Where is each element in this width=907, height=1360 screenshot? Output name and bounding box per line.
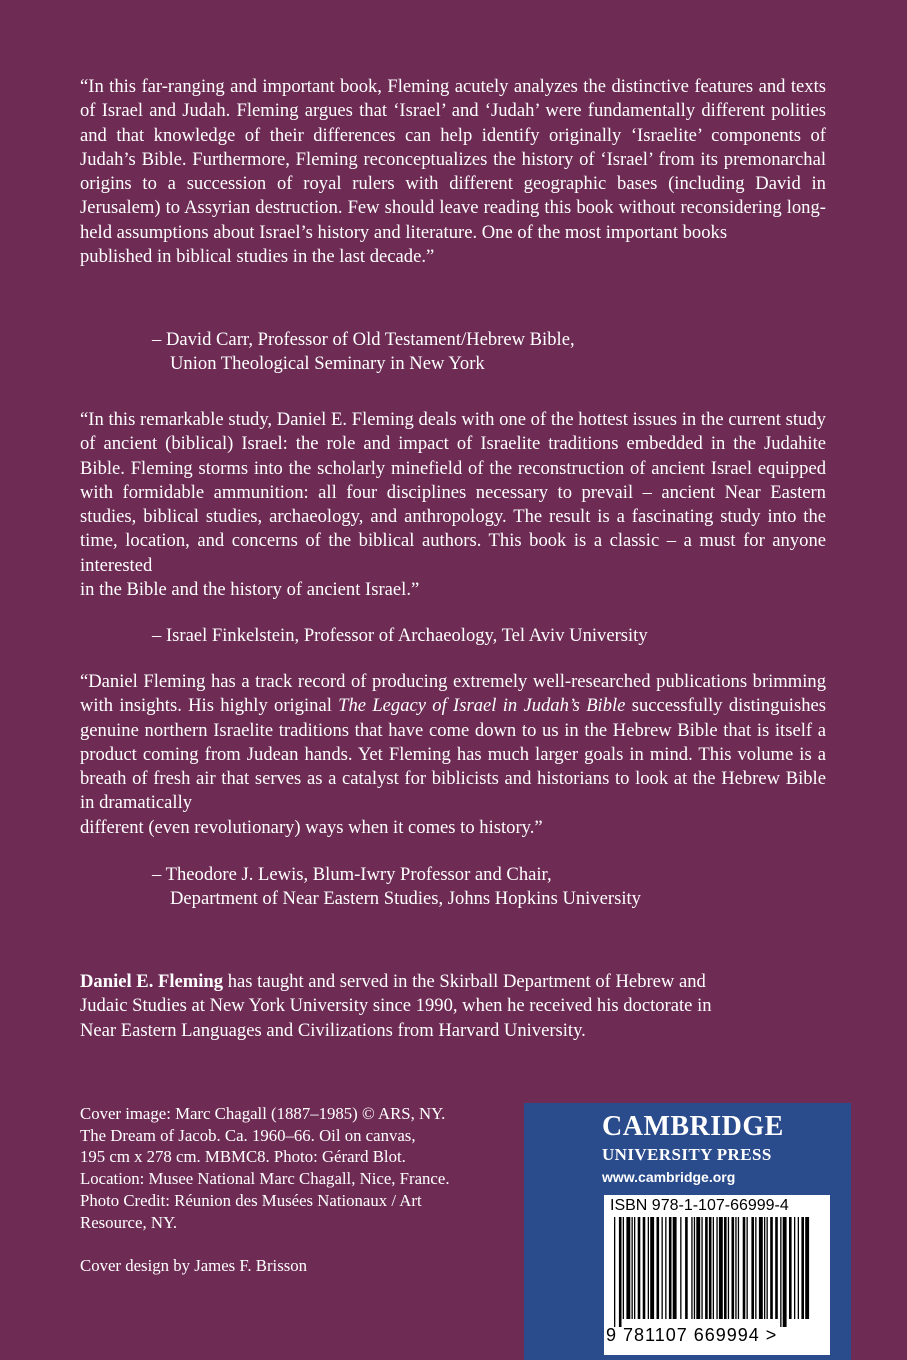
barcode-bar (755, 1217, 756, 1319)
quote-carr (80, 75, 826, 269)
barcode-bar (789, 1217, 792, 1319)
barcode-bar (650, 1217, 654, 1319)
barcode-bar (643, 1217, 646, 1319)
barcode-bar (770, 1217, 773, 1319)
barcode-bar (764, 1217, 765, 1319)
quote-line: features and texts of Israel and Judah. Fleming argues that ‘Israel’ and ‘Judah’ were (80, 76, 826, 122)
publisher-name: CAMBRIDGE (602, 1111, 784, 1142)
barcode-bar (665, 1217, 666, 1319)
quote-line: Fleming has much larger goals in mind. This volume is a breath of fresh air that serves (80, 743, 826, 790)
quote-line: and concerns of the biblical authors. This book is a classic – a must for anyone interested (80, 530, 826, 576)
bio-line: Near Eastern Languages and Civilizations from Harvard University. (80, 1019, 586, 1041)
bio-line (80, 971, 706, 992)
barcode-bar (783, 1217, 787, 1327)
quote-line: to us in the Hebrew Bible that is itself a product coming from Judean hands. Yet (80, 719, 826, 765)
barcode-bar (662, 1217, 663, 1319)
barcode-bar (759, 1217, 763, 1319)
barcode-bar (696, 1217, 700, 1319)
quote-line: reconceptualizes the history of ‘Israel’ from its premonarchal origins to a succession of (80, 148, 826, 195)
cover-design-credit: Cover design by James F. Brisson (80, 1256, 308, 1275)
barcode-bar (657, 1217, 660, 1319)
barcode-bar (780, 1217, 781, 1327)
publisher-press: UNIVERSITY PRESS (602, 1145, 772, 1164)
quote-text: brimming with insights. His highly original (80, 671, 826, 717)
barcode-bar (724, 1217, 727, 1319)
quote-line: the reconstruction of ancient Israel equipped with formidable ammunition: all (80, 457, 826, 503)
barcode-bar (767, 1217, 768, 1319)
publisher-url: www.cambridge.org (602, 1169, 736, 1185)
credit-line: The Dream of Jacob. Ca. 1960–66. Oil on canvas, (80, 1125, 416, 1145)
attribution-line: Department of Near Eastern Studies, Johns Hopkins University (170, 888, 641, 910)
attribution-line: – David Carr, Professor of Old Testament/Hebrew Bible, (152, 329, 575, 350)
barcode-bar (648, 1217, 649, 1319)
barcode-bar (691, 1217, 692, 1319)
quote-line: different (even revolutionary) ways when it comes to history.” (80, 816, 543, 838)
author-bio (80, 970, 826, 1043)
quote-line: “In this far-ranging and important book, Fleming acutely analyzes the distinctive (80, 76, 689, 97)
quote-line: fundamentally different polities and that knowledge of their differences can help (80, 100, 826, 146)
quote-line: assumptions about Israel’s history and literature. One of the most important books (116, 221, 728, 243)
barcode-bar (716, 1217, 717, 1319)
quote-line: published in biblical studies in the last decade.” (80, 246, 435, 268)
barcode-bar (747, 1217, 748, 1319)
attribution-line: Union Theological Seminary in New York (170, 353, 485, 375)
credit-line: Location: Musee National Marc Chagall, Nice, France. (80, 1169, 450, 1189)
barcode-bar (701, 1217, 702, 1319)
barcode-bar (805, 1217, 809, 1319)
quote-line: “Daniel Fleming has a track record of producing extremely well-researched publications (80, 671, 748, 692)
barcode-bars (610, 1217, 820, 1327)
credit-line: Cover image: Marc Chagall (1887–1985) © ARS, NY. (80, 1104, 446, 1123)
bio-line: Judaic Studies at New York University since 1990, when he received his doctorate in (80, 995, 712, 1017)
barcode-bar (673, 1217, 677, 1319)
quote-line: identify originally ‘Israelite’ components of Judah’s Bible. Furthermore, Fleming (80, 124, 826, 170)
barcode-bar (623, 1217, 624, 1319)
isbn-text: ISBN 978-1-107-66999-4 (610, 1197, 789, 1214)
barcode-bar (685, 1217, 688, 1319)
quote-lewis (80, 670, 826, 840)
cover-credit (80, 1103, 520, 1233)
barcode-bar (713, 1217, 714, 1319)
attribution-lewis (152, 863, 852, 912)
bio-text: has taught and served in the Skirball Department of Hebrew and (223, 971, 706, 992)
barcode-bar (709, 1217, 712, 1319)
barcode-bar (638, 1217, 641, 1319)
quote-line: four disciplines necessary to prevail – ancient Near Eastern studies, biblical studies, (80, 481, 826, 528)
quote-line: royal rulers with different geographic bases (including David in Jerusalem) to Assyrian (80, 173, 826, 219)
barcode-bar (614, 1217, 615, 1327)
barcode-bar (619, 1217, 622, 1327)
attribution-carr (152, 328, 852, 377)
barcode-digits: 9 781107 669994 > (606, 1325, 778, 1345)
barcode-bar (751, 1217, 754, 1319)
quote-line: destruction. Few should leave reading this book without reconsidering long-held (80, 197, 826, 243)
credit-line: Photo Credit: Réunion des Musées Nationaux / Art (80, 1190, 422, 1210)
quote-line: in the Bible and the history of ancient Israel.” (80, 579, 420, 601)
barcode-bar (632, 1217, 633, 1319)
barcode-bar (669, 1217, 672, 1319)
publisher-panel (524, 1103, 851, 1360)
barcode-bar (743, 1217, 746, 1319)
barcode-bar (775, 1217, 778, 1319)
quote-line: archaeology, and anthropology. The result is a fascinating study into the time, location, (80, 506, 826, 552)
quote-line: “In this remarkable study, Daniel E. Fleming deals with one of the hottest issues in (80, 409, 697, 430)
barcode-bar (794, 1217, 795, 1319)
barcode-bar (719, 1217, 723, 1319)
barcode-bar (705, 1217, 708, 1319)
attribution-line: – Theodore J. Lewis, Blum-Iwry Professor and Chair, (152, 864, 552, 885)
barcode-bar (634, 1217, 635, 1319)
barcode-bar (732, 1217, 735, 1319)
barcode-bar (728, 1217, 729, 1319)
author-name: Daniel E. Fleming (80, 971, 224, 992)
quote-line: the current study of ancient (biblical) Israel: the role and impact of Israelite traditions (80, 409, 826, 455)
barcode-bar (735, 1217, 736, 1319)
credit-line: 195 cm x 278 cm. MBMC8. Photo: Gérard Blot. (80, 1147, 406, 1167)
book-title: The Legacy of Israel in Judah’s Bible (338, 695, 626, 717)
barcode-bar (626, 1217, 630, 1319)
quote-line: successfully distinguishes genuine northern Israelite traditions that have come down (80, 695, 826, 741)
quote-finkelstein (80, 408, 826, 602)
barcode-bar (694, 1217, 695, 1319)
attribution-line: – Israel Finkelstein, Professor of Archaeology, Tel Aviv University (152, 625, 648, 646)
quote-line: as a catalyst for biblicists and historians to look at the Hebrew Bible in dramatically (80, 768, 826, 814)
barcode (604, 1195, 830, 1355)
barcode-bar (801, 1217, 804, 1319)
quote-line: embedded in the Judahite Bible. Fleming storms into the scholarly minefield of (80, 433, 826, 479)
barcode-bar (798, 1217, 799, 1319)
barcode-bar (738, 1217, 739, 1319)
attribution-finkelstein (152, 624, 852, 648)
credit-line: Resource, NY. (80, 1212, 178, 1232)
barcode-bar (680, 1217, 681, 1319)
